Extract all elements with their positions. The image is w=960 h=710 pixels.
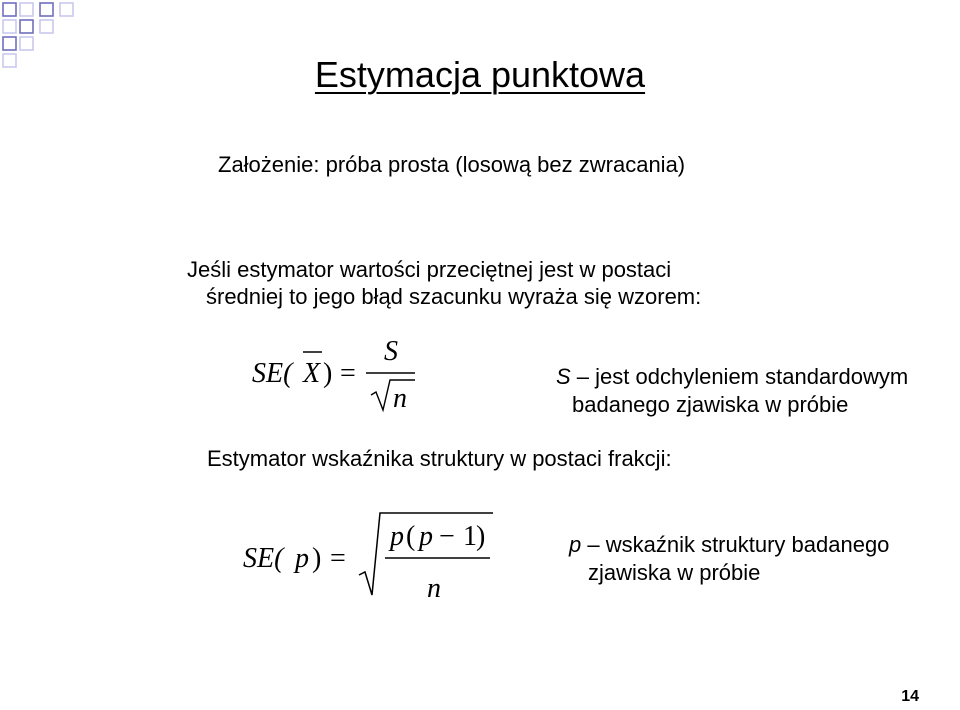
deco-square	[3, 3, 16, 16]
note-2-line-2: zjawiska w próbie	[588, 560, 761, 585]
formula-numerator: S	[384, 336, 398, 367]
formula-x-var: X	[303, 358, 321, 389]
note-2-symbol: p	[569, 532, 582, 557]
deco-square	[3, 37, 16, 50]
deco-square	[60, 3, 73, 16]
formula2-se-label: SE(	[243, 543, 284, 574]
intro-line-1: Jeśli estymator wartości przeciętnej jest w postaci	[187, 257, 672, 282]
note-1-symbol: S	[556, 364, 571, 389]
formula2-num-one: 1	[463, 521, 477, 552]
deco-square	[40, 3, 53, 16]
page-number: 14	[901, 688, 919, 705]
formula-denominator: n	[393, 383, 407, 414]
structure-intro-text: Estymator wskaźnika struktury w postaci frakcji:	[207, 446, 672, 471]
note-2-text: – wskaźnik struktury badanego	[581, 532, 890, 557]
deco-square	[40, 20, 53, 33]
formula2-p-var: p	[295, 543, 309, 574]
formula2-close-paren: )	[312, 543, 322, 574]
formula2-num-open: (	[406, 521, 416, 552]
formula2-denominator: n	[427, 573, 441, 604]
formula2-equals: =	[330, 543, 346, 574]
deco-square	[20, 3, 33, 16]
note-1-line-2: badanego zjawiska w próbie	[572, 392, 849, 417]
formula-se-mean	[240, 325, 440, 420]
formula2-num-p: p	[390, 521, 404, 552]
formula2-num-close: )	[476, 521, 486, 552]
formula-close-paren: )	[323, 358, 333, 389]
slide-title: Estymacja punktowa	[314, 54, 646, 95]
note-1-text: – jest odchyleniem standardowym	[570, 364, 909, 389]
formula-se-fraction	[235, 505, 505, 615]
formula-equals: =	[340, 358, 356, 389]
deco-square	[20, 37, 33, 50]
formula2-num-p2: p	[419, 521, 433, 552]
formula2-num-minus: −	[439, 521, 455, 552]
note-1-line-1	[556, 364, 908, 390]
formula-se-label: SE(	[252, 358, 293, 389]
deco-square	[3, 20, 16, 33]
assumption-text: Założenie: próba prosta (losową bez zwracania)	[218, 152, 686, 177]
note-2-line-1	[569, 532, 889, 558]
deco-square	[20, 20, 33, 33]
intro-line-2: średniej to jego błąd szacunku wyraża się wzorem:	[206, 284, 702, 309]
